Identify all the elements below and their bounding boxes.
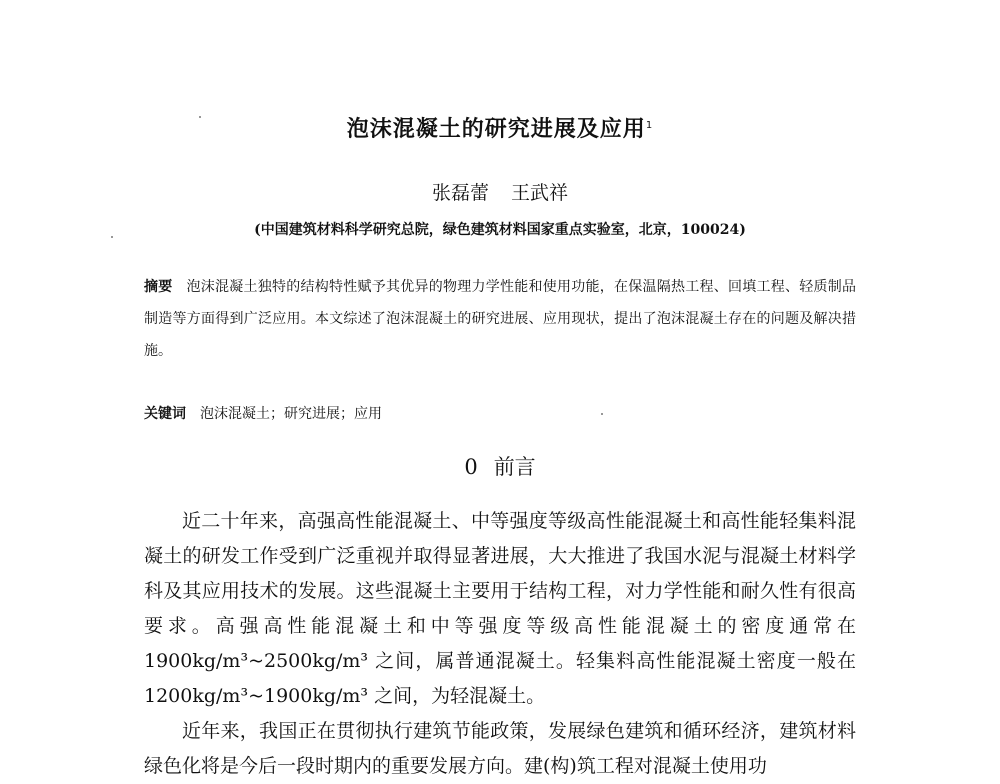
body-paragraph: 近年来，我国正在贯彻执行建筑节能政策，发展绿色建筑和循环经济，建筑材料绿色化将是今后一段时期内的重要发展方向。建(构)筑工程对混凝土使用功	[144, 720, 856, 777]
author-list	[0, 180, 1000, 206]
title-footnote-marker: 1	[645, 120, 654, 131]
author-name: 王武祥	[511, 182, 569, 204]
scan-speck	[199, 116, 201, 118]
scan-speck	[601, 413, 603, 415]
body-text	[144, 504, 856, 784]
author-affiliation: (中国建筑材料科学研究总院，绿色建筑材料国家重点实验室，北京，100024)	[254, 222, 746, 238]
section-title: 前言	[493, 455, 536, 479]
keywords-block	[144, 401, 856, 427]
keywords-text: 泡沫混凝土；研究进展；应用	[200, 406, 382, 422]
abstract-text: 泡沫混凝土独特的结构特性赋予其优异的物理力学性能和使用功能，在保温隔热工程、回填工程、轻质制品制造等方面得到广泛应用。本文综述了泡沫混凝土的研究进展、应用现状，提出了泡沫混凝土存在的问题及解决措施。	[144, 279, 856, 359]
keywords-label: 关键词	[144, 406, 186, 422]
paper-title	[0, 114, 1000, 146]
abstract-block	[144, 271, 856, 367]
paper-title-text: 泡沫混凝土的研究进展及应用	[346, 117, 646, 142]
section-number: 0	[464, 455, 478, 479]
author-name: 张磊蕾	[431, 182, 489, 204]
abstract-label: 摘要	[144, 279, 173, 295]
section-heading	[0, 451, 1000, 483]
scan-speck	[111, 236, 113, 238]
body-paragraph: 近二十年来，高强高性能混凝土、中等强度等级高性能混凝土和高性能轻集料混凝土的研发工作受到广泛重视并取得显著进展，大大推进了我国水泥与混凝土材料学科及其应用技术的发展。这些混凝土主要用于结构工程，对力学性能和耐久性有很高要求。高强高性能混凝土和中等强度等级高性能混凝土的密度通常在 1900kg/m³~2500kg/m³ 之间，属普通混凝土。轻集料高性能混凝土密度一般在 1200kg/m³~1900kg/m³ 之间，为轻混凝土。	[144, 510, 856, 707]
